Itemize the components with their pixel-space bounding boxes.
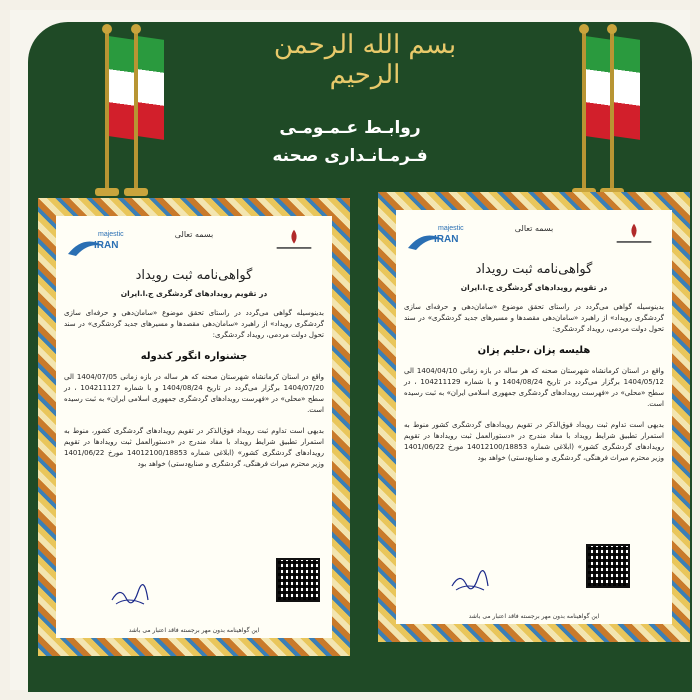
logo-text-top: majestic <box>438 225 464 232</box>
certificate-details: واقع در استان کرمانشاه شهرستان صحنه که هر ساله در بازه زمانی 1404/07/05 الی 1404/07/20 برگزار می‌گردد در تاریخ 1404/08/24 و با شماره 104211127 ، در سطح «محلی» در «فهرست رویدادهای گردشگری جمهوری اسلامی ایران» به ثبت رسیده است. <box>64 373 324 414</box>
besm-label: بسمه تعالی <box>514 224 554 233</box>
image-frame <box>10 10 690 690</box>
ministry-emblem-icon <box>604 222 664 248</box>
certificate-note: بدیهی است تداوم ثبت رویداد فوق‌الذکر در تقویم رویدادهای گردشگری کشور، منوط به استمرار تطبیق شرایط رویداد با مفاد مندرج در «دستورالعمل ثبت رویدادها در تقویم رویدادهای گردشگری کشور» (ابلاغی شماره 14012100/18853 مورخ 1401/06/22 وزیر محترم میراث فرهنگی، گردشگری و صنایع‌دستی) خواهد بود <box>64 427 324 468</box>
certificate-right <box>378 192 690 642</box>
certificate-logos <box>396 210 672 266</box>
logo-text-top: majestic <box>98 231 124 238</box>
ministry-emblem-icon <box>264 228 324 254</box>
department-title: روابـط عـمـومـی <box>279 118 421 138</box>
signature-icon <box>450 568 490 594</box>
certificate-footer: این گواهینامه بدون مهر برجسته فاقد اعتبار می باشد <box>128 627 260 634</box>
qr-code <box>586 544 630 588</box>
qr-code <box>276 558 320 602</box>
certificate-logos <box>56 216 332 272</box>
logo-text-bottom: IRAN <box>94 240 119 251</box>
certificate-subtitle: در تقویم رویدادهای گردشگری ج.ا.ایران <box>460 283 608 292</box>
certificate-subtitle: در تقویم رویدادهای گردشگری ج.ا.ایران <box>120 289 268 298</box>
iran-flag-icon <box>582 30 586 190</box>
certificate-footer: این گواهینامه بدون مهر برجسته فاقد اعتبار می باشد <box>468 613 600 620</box>
iran-flag-icon <box>610 30 614 190</box>
signature-icon <box>110 582 150 608</box>
certificate-left <box>38 198 350 656</box>
besm-label: بسمه تعالی <box>174 230 214 239</box>
event-name: هلیسه پزان ،حلیم پزان <box>477 345 591 356</box>
certificate-body <box>396 210 672 624</box>
bismillah-calligraphy: بسم الله الرحمن الرحیم <box>273 30 457 90</box>
department-subtitle: فـرمـانـداری صحنه <box>272 146 428 166</box>
iran-flag-icon <box>134 30 138 190</box>
certificate-details: واقع در استان کرمانشاه شهرستان صحنه که هر ساله در بازه زمانی 1404/04/10 الی 1404/05/12 برگزار می‌گردد در تاریخ 1404/08/24 و با شماره 104211129 ، در سطح «محلی» در «فهرست رویدادهای گردشگری جمهوری اسلامی ایران» به ثبت رسیده است. <box>404 367 664 408</box>
event-name: جشنواره انگور کندوله <box>140 351 248 362</box>
certificate-title: گواهی‌نامه ثبت رویداد <box>475 262 593 277</box>
logo-text-bottom: IRAN <box>434 234 459 245</box>
iran-flag-icon <box>105 30 109 190</box>
certificate-intro: بدینوسیله گواهی می‌گردد در راستای تحقق موضوع «سامان‌دهی و حرفه‌ای سازی گردشگری رویداد» از راهبرد «سامان‌دهی مقصدها و مسیرهای جدید گردشگری» در سند تحول دولت مردمی، رویداد گردشگری: <box>404 303 664 333</box>
certificate-intro: بدینوسیله گواهی می‌گردد در راستای تحقق موضوع «سامان‌دهی و حرفه‌ای سازی گردشگری رویداد» از راهبرد «سامان‌دهی مقصدها و مسیرهای جدید گردشگری» در سند تحول دولت مردمی، رویداد گردشگری: <box>64 309 324 339</box>
certificate-note: بدیهی است تداوم ثبت رویداد فوق‌الذکر در تقویم رویدادهای گردشگری کشور منوط به استمرار تطبیق شرایط رویداد با مفاد مندرج در «دستورالعمل ثبت رویدادها در تقویم رویدادهای گردشگری کشور» (ابلاغی شماره 14012100/18853 مورخ 1401/06/22 وزیر محترم میراث فرهنگی، گردشگری و صنایع‌دستی) خواهد بود <box>404 421 664 462</box>
certificate-title: گواهی‌نامه ثبت رویداد <box>135 268 253 283</box>
certificate-body <box>56 216 332 638</box>
